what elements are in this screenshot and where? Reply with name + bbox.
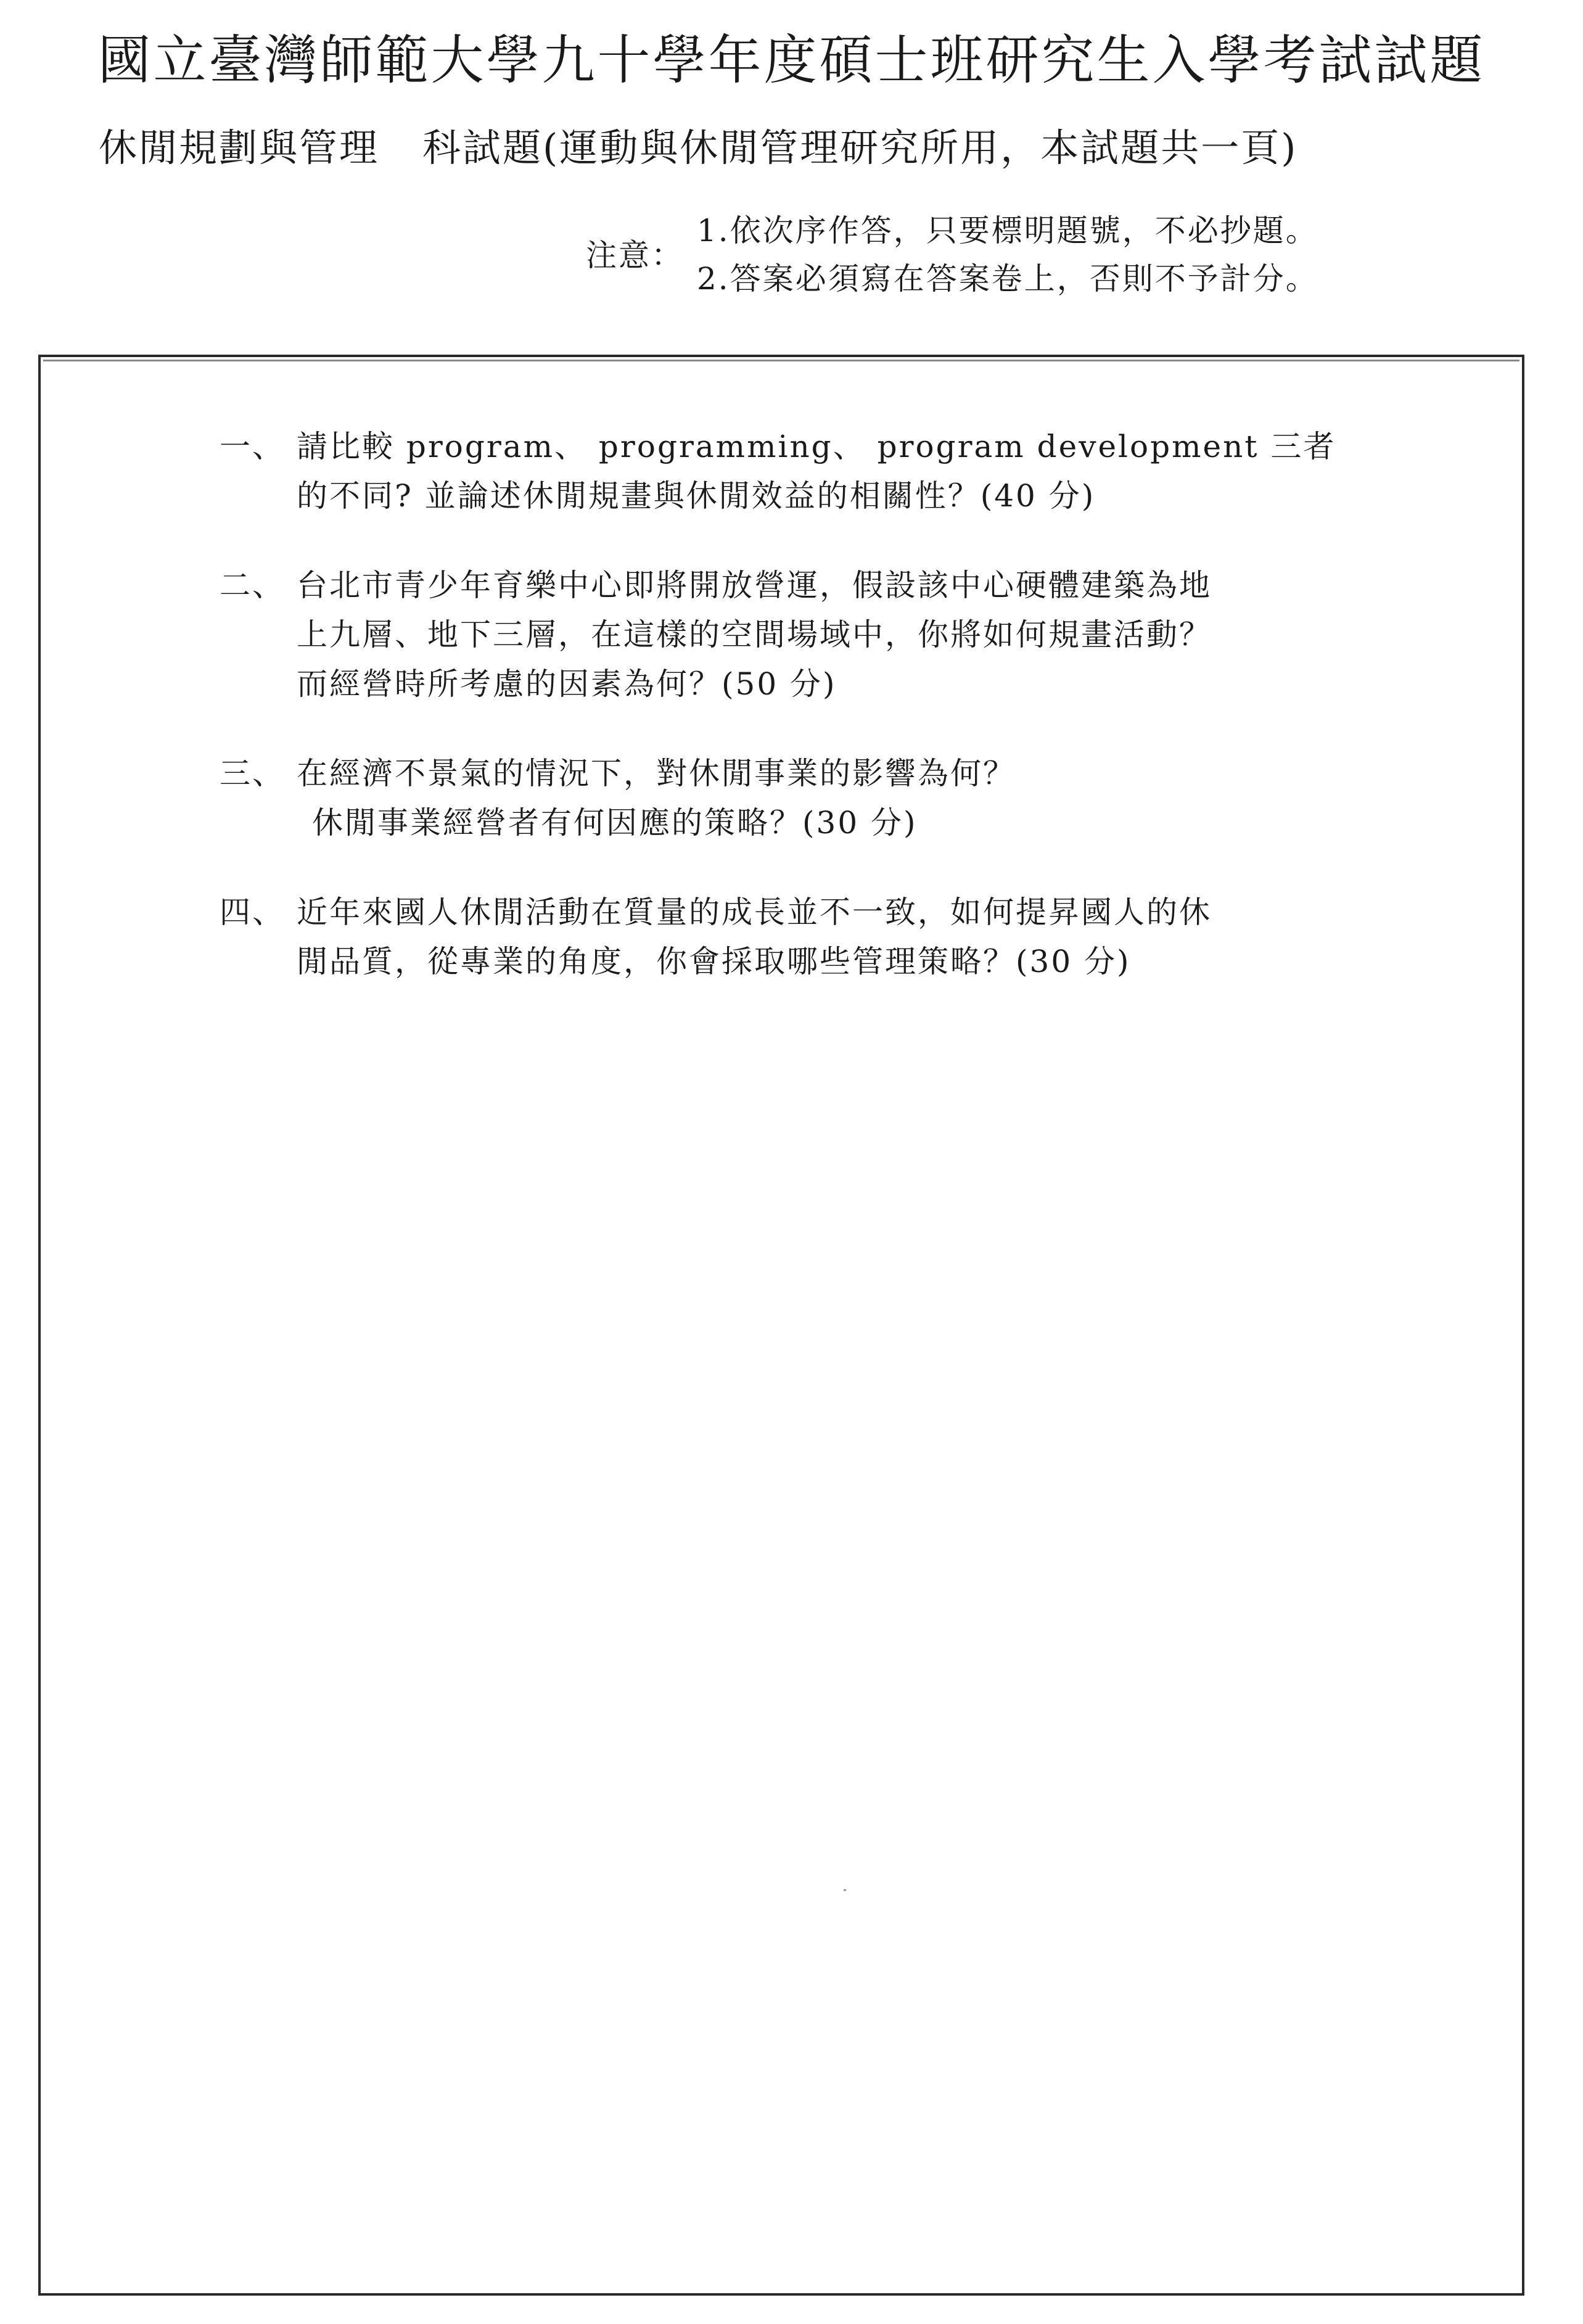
question-number: 四、 [220, 894, 285, 930]
scan-speck [844, 1889, 846, 1891]
course-name: 休閒規劃與管理 [99, 125, 380, 170]
question-line: 台北市青少年育樂中心即將開放營運，假設該中心硬體建築為地 [297, 567, 1212, 603]
question-1 [220, 422, 1336, 521]
question-line: 近年來國人休閒活動在質量的成長並不一致，如何提昇國人的休 [297, 894, 1212, 930]
question-number: 二、 [220, 567, 285, 603]
question-line: 請比較 program、 programming、 program development 三者 [297, 429, 1336, 464]
exam-title: 國立臺灣師範大學九十學年度碩士班研究生入學考試試題 [97, 30, 1486, 91]
question-line: 休閒事業經營者有何因應的策略？(30 分) [312, 805, 918, 841]
note-item: 1.依次序作答，只要標明題號，不必抄題。 [697, 213, 1318, 249]
subtitle-detail: 科試題(運動與休閒管理研究所用，本試題共一頁) [422, 125, 1298, 170]
question-line: 而經營時所考慮的因素為何？(50 分) [297, 666, 837, 702]
notes-items [697, 207, 1318, 303]
question-4 [220, 888, 1212, 986]
note-item: 2.答案必須寫在答案卷上，否則不予計分。 [697, 261, 1318, 297]
notes-label: 注意： [586, 237, 684, 273]
question-2 [220, 561, 1212, 709]
question-line: 在經濟不景氣的情況下，對休閒事業的影響為何？ [297, 756, 1016, 791]
question-line: 閒品質，從專業的角度，你會採取哪些管理策略？(30 分) [297, 944, 1131, 979]
exam-subtitle [99, 120, 1297, 176]
question-3 [220, 749, 1016, 847]
question-line: 的不同? 並論述休閒規畫與休閒效益的相關性？(40 分) [297, 478, 1096, 514]
question-line: 上九層、地下三層，在這樣的空間場域中，你將如何規畫活動？ [297, 617, 1212, 653]
question-number: 三、 [220, 756, 285, 791]
question-number: 一、 [220, 429, 285, 464]
answer-frame [38, 355, 1524, 2296]
